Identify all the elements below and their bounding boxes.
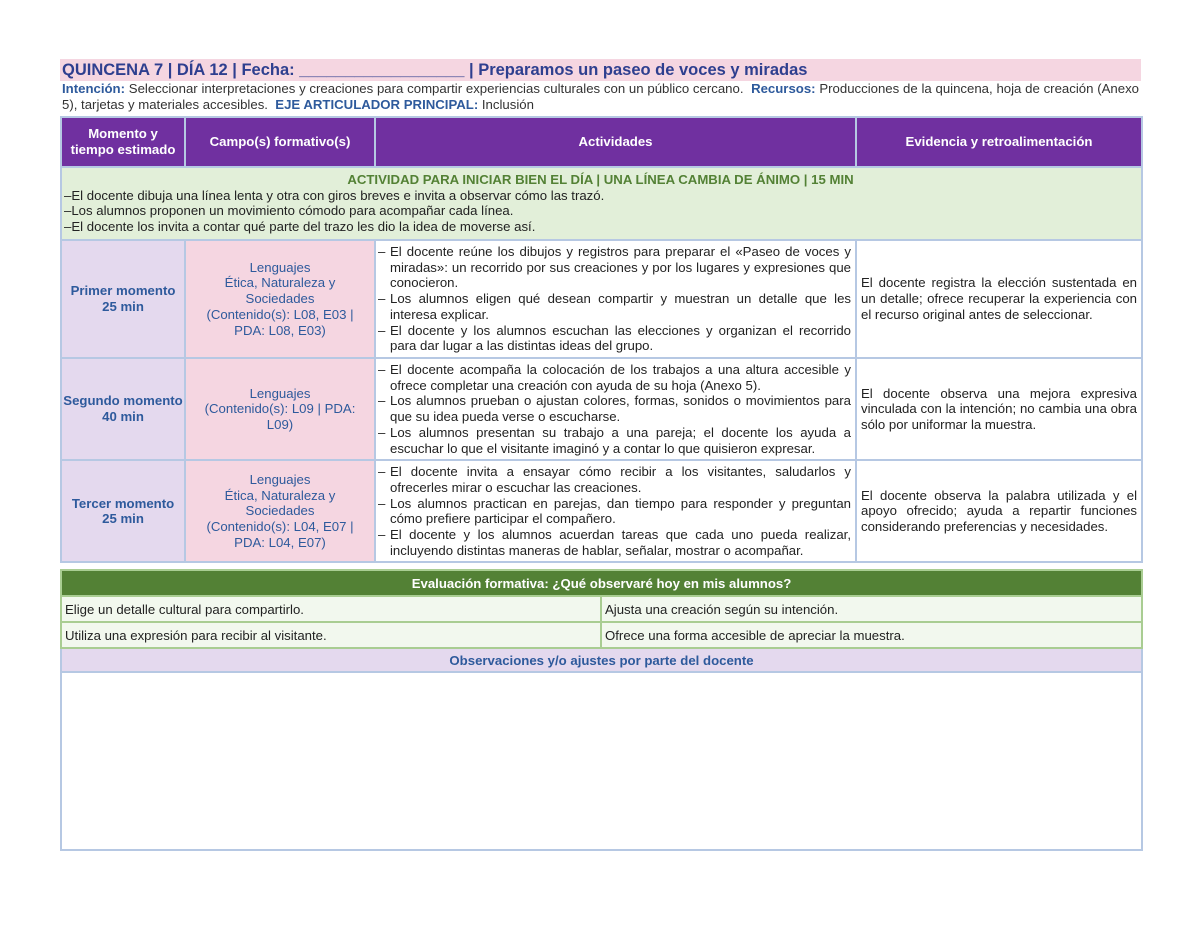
eje-text: Inclusión xyxy=(478,97,534,112)
campo-line: Ética, Naturaleza y Sociedades xyxy=(224,275,336,307)
column-header-campo: Campo(s) formativo(s) xyxy=(185,117,375,167)
warmup-item: –Los alumnos proponen un movimiento cómodo para acompañar cada línea. xyxy=(64,203,514,219)
evidence-cell: El docente observa la palabra utilizada y el apoyo ofrecido; ayuda a repartir funciones considerando preferencias y necesidades. xyxy=(856,460,1142,562)
activity-item: – El docente invita a ensayar cómo recibir a los visitantes, saludarlos y ofrecerles mirar o escuchar las creaciones. xyxy=(378,464,851,495)
activities-cell xyxy=(375,460,856,562)
moment-row-1 xyxy=(61,240,1142,358)
activity-item: – Los alumnos presentan su trabajo a una pareja; el docente los ayuda a escuchar lo que el visitante imaginó y a contar lo que quisieron expresar. xyxy=(378,424,851,456)
moment-name: Tercer momento xyxy=(71,495,175,511)
evaluation-table xyxy=(60,569,1143,851)
activity-item: – El docente y los alumnos acuerdan tareas que cada uno pueda realizar, incluyendo distintas maneras de hablar, señalar, mostrar o acompañar. xyxy=(378,527,851,558)
campo-cell xyxy=(185,358,375,460)
table-header-row xyxy=(61,117,1142,167)
activities-table xyxy=(60,116,1143,563)
observations-field[interactable] xyxy=(61,672,1142,850)
evidence-cell: El docente registra la elección sustentada en un detalle; ofrece recuperar la experiencia con el recurso original antes de seleccionar. xyxy=(856,240,1142,358)
evaluation-title: Evaluación formativa: ¿Qué observaré hoy en mis alumnos? xyxy=(61,570,1142,596)
moment-row-3 xyxy=(61,460,1142,562)
warmup-row xyxy=(61,167,1142,240)
moment-cell xyxy=(61,240,185,358)
warmup-item: –El docente los invita a contar qué parte del trazo les dio la idea de moverse así. xyxy=(64,219,536,235)
activity-item: – Los alumnos eligen qué desean compartir y muestran un detalle que les interesa explicar. xyxy=(378,291,851,322)
campo-line: Lenguajes xyxy=(249,259,311,275)
moment-row-2 xyxy=(61,358,1142,460)
activity-item: – El docente reúne los dibujos y registros para preparar el «Paseo de voces y miradas»: un recorrido por sus creaciones y por los lugares y expresiones que conocieron. xyxy=(378,244,851,291)
activity-item: – El docente y los alumnos escuchan las elecciones y organizan el recorrido para dar lugar a las distintas ideas del grupo. xyxy=(378,322,851,354)
moment-name: Primer momento xyxy=(70,283,176,299)
campo-line: (Contenido(s): L04, E07 | PDA: L04, E07) xyxy=(206,519,354,550)
campo-cell xyxy=(185,240,375,358)
evaluation-criterion: Ajusta una creación según su intención. xyxy=(601,596,1142,622)
activities-cell xyxy=(375,240,856,358)
campo-line: Ética, Naturaleza y Sociedades xyxy=(224,487,336,519)
campo-line: Lenguajes xyxy=(249,472,311,488)
evidence-cell: El docente observa una mejora expresiva vinculada con la intención; no cambia una obra sólo por uniformar la muestra. xyxy=(856,358,1142,460)
campo-line: (Contenido(s): L08, E03 | PDA: L08, E03) xyxy=(206,306,354,338)
activity-item: – Los alumnos prueban o ajustan colores, formas, sonidos o movimientos para que su idea pueda verse o escucharse. xyxy=(378,393,851,425)
recursos-label: Recursos: xyxy=(751,81,816,96)
moment-cell xyxy=(61,358,185,460)
activities-cell xyxy=(375,358,856,460)
moment-name: Segundo momento xyxy=(63,393,183,409)
warmup-item: –El docente dibuja una línea lenta y otra con giros breves e invita a observar cómo las trazó. xyxy=(64,187,605,203)
moment-time: 40 min xyxy=(102,409,144,425)
activity-item: – El docente acompaña la colocación de los trabajos a una altura accesible y ofrece completar una creación con ayuda de su hoja (Anexo 5). xyxy=(378,362,851,393)
intro-paragraph xyxy=(60,81,1141,113)
page-title: QUINCENA 7 | DÍA 12 | Fecha: __________________ | Preparamos un paseo de voces y miradas xyxy=(60,59,1141,81)
lesson-plan-page xyxy=(60,59,1141,851)
moment-cell xyxy=(61,460,185,562)
campo-line: (Contenido(s): L09 | PDA: L09) xyxy=(204,401,356,432)
campo-cell xyxy=(185,460,375,562)
activity-item: – Los alumnos practican en parejas, dan tiempo para responder y preguntan cómo prefiere participar el compañero. xyxy=(378,495,851,527)
intencion-text: Seleccionar interpretaciones y creaciones para compartir experiencias culturales con un público cercano. xyxy=(125,81,744,96)
column-header-actividades: Actividades xyxy=(375,117,856,167)
evaluation-criterion: Utiliza una expresión para recibir al visitante. xyxy=(61,622,601,648)
warmup-cell xyxy=(61,167,1142,240)
intencion-label: Intención: xyxy=(62,81,126,96)
campo-line: Lenguajes xyxy=(249,385,311,401)
observations-title: Observaciones y/o ajustes por parte del docente xyxy=(61,648,1142,672)
column-header-evidencia: Evidencia y retroalimentación xyxy=(856,117,1142,167)
warmup-title: ACTIVIDAD PARA INICIAR BIEN EL DÍA | UNA LÍNEA CAMBIA DE ÁNIMO | 15 MIN xyxy=(347,172,854,187)
evaluation-criterion: Ofrece una forma accesible de apreciar la muestra. xyxy=(601,622,1142,648)
eje-label: EJE ARTICULADOR PRINCIPAL: xyxy=(275,97,479,112)
moment-time: 25 min xyxy=(102,511,144,527)
moment-time: 25 min xyxy=(102,299,144,314)
column-header-momento: Momento y tiempo estimado xyxy=(61,117,185,167)
recursos-text: Producciones de la quincena, hoja de creación (Anexo 5), tarjetas y materiales accesibles. xyxy=(62,81,1139,112)
evaluation-criterion: Elige un detalle cultural para compartirlo. xyxy=(61,596,601,622)
